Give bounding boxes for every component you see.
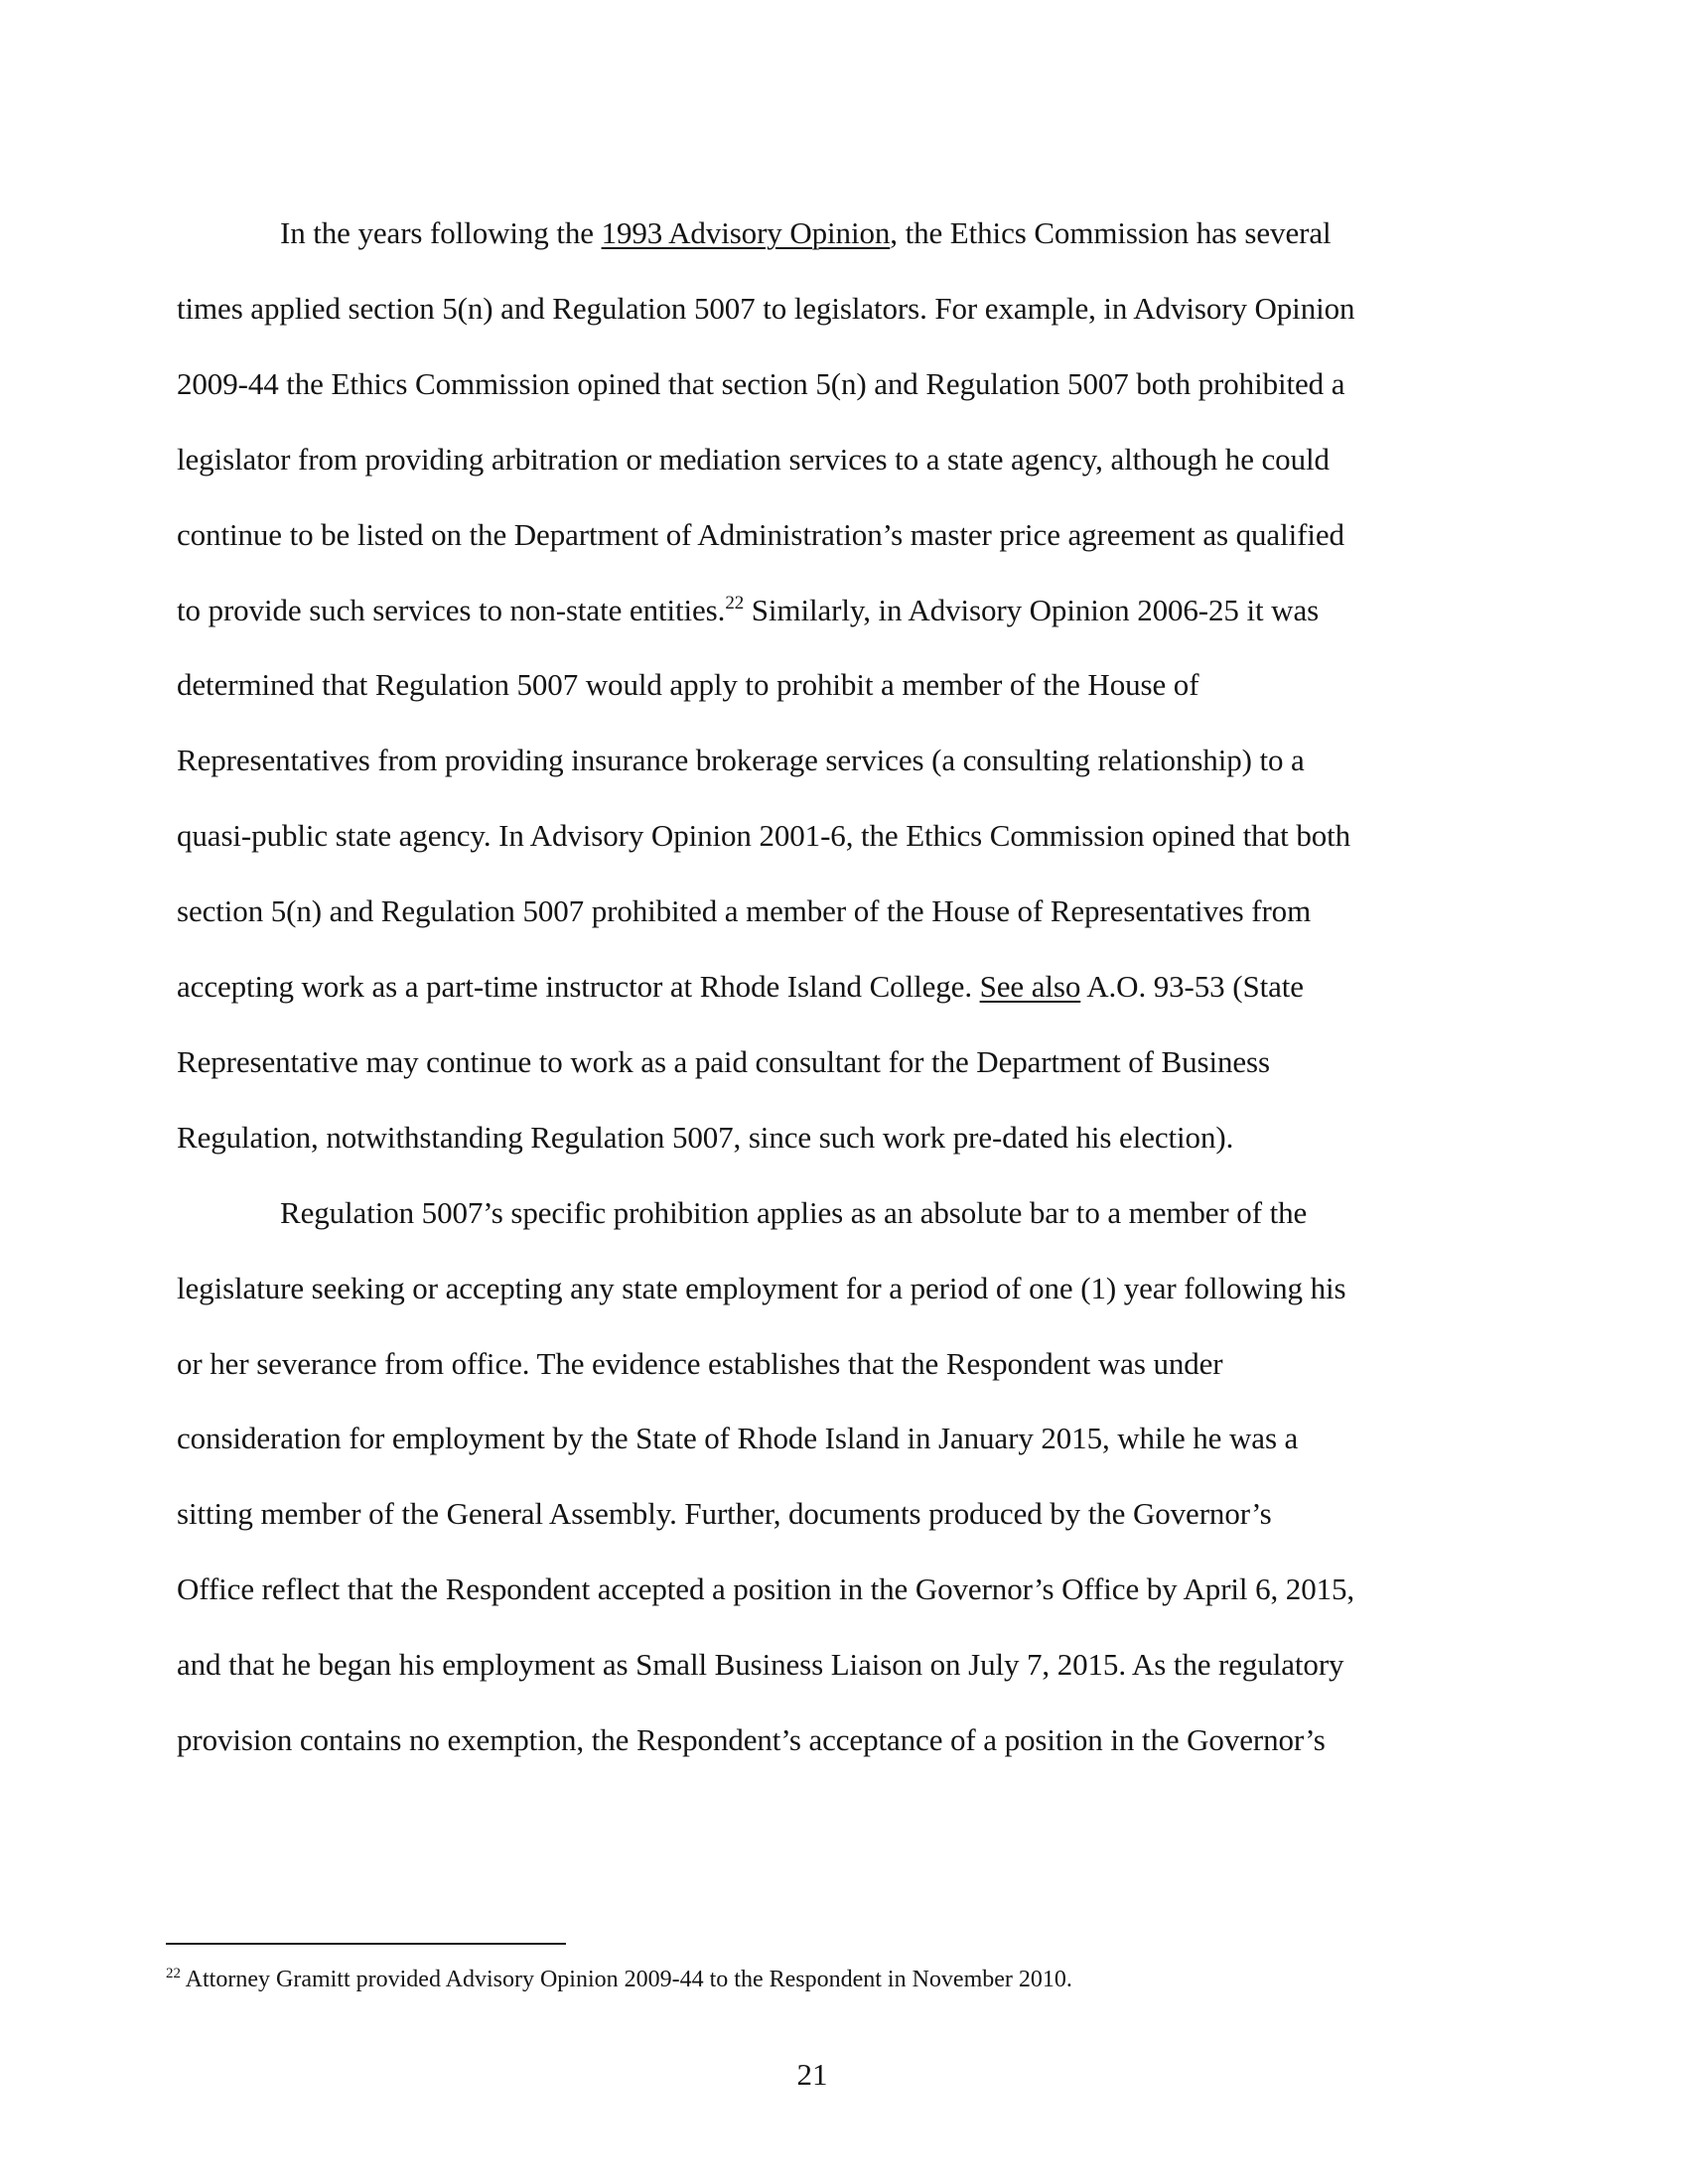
underlined-citation: See also <box>979 969 1081 1004</box>
text-run: In the years following the <box>280 215 602 250</box>
text-line <box>177 1043 1270 1079</box>
text-run: Regulation 5007’s specific prohibition applies as an absolute bar to a member of the <box>280 1194 1308 1230</box>
text-line <box>177 516 1344 552</box>
text-run: Representatives from providing insurance brokerage services (a consulting relationship) to a <box>177 743 1305 778</box>
text-run: section 5(n) and Regulation 5007 prohibited a member of the House of Representatives from <box>177 893 1312 929</box>
footnote-separator <box>166 1943 566 1945</box>
text-line <box>177 1571 1355 1607</box>
text-line <box>177 743 1305 778</box>
footnote-22 <box>166 1968 1072 1994</box>
text-run: , the Ethics Commission has several <box>890 215 1332 250</box>
text-run: sitting member of the General Assembly. Further, documents produced by the Governor’s <box>177 1496 1272 1532</box>
footnote-text: Attorney Gramitt provided Advisory Opinion 2009-44 to the Respondent in November 2010. <box>181 1967 1072 1992</box>
text-run: determined that Regulation 5007 would apply to prohibit a member of the House of <box>177 667 1199 703</box>
text-line <box>177 1647 1344 1683</box>
text-line <box>177 971 1304 1002</box>
text-line <box>177 667 1199 703</box>
text-run: continue to be listed on the Department of Administration’s master price agreement as qualified <box>177 516 1344 552</box>
text-run: accepting work as a part-time instructor at Rhode Island College. <box>177 969 980 1004</box>
text-line <box>177 592 1320 630</box>
text-line <box>177 1119 1234 1155</box>
text-line <box>177 1345 1223 1381</box>
text-run: consideration for employment by the State of Rhode Island in January 2015, while he was a <box>177 1421 1299 1456</box>
text-line <box>177 290 1355 326</box>
text-line <box>177 365 1345 401</box>
text-run: and that he began his employment as Small Business Liaison on July 7, 2015. As the regulatory <box>177 1647 1344 1683</box>
text-line <box>177 818 1351 854</box>
text-run: Regulation, notwithstanding Regulation 5007, since such work pre-dated his election). <box>177 1119 1234 1155</box>
text-line <box>177 1421 1299 1456</box>
text-run: times applied section 5(n) and Regulation 5007 to legislators. For example, in Advisory Opinion <box>177 290 1355 326</box>
text-run: provision contains no exemption, the Respondent’s acceptance of a position in the Governor’s <box>177 1722 1326 1757</box>
text-line <box>177 1270 1346 1305</box>
text-line <box>177 893 1312 929</box>
text-run: or her severance from office. The evidence establishes that the Respondent was under <box>177 1345 1223 1381</box>
text-run: Office reflect that the Respondent accepted a position in the Governor’s Office by April 6, 2015, <box>177 1571 1355 1607</box>
text-run: Representative may continue to work as a paid consultant for the Department of Business <box>177 1043 1270 1079</box>
text-line <box>177 441 1330 477</box>
text-run: 2009-44 the Ethics Commission opined that section 5(n) and Regulation 5007 both prohibited a <box>177 365 1345 401</box>
text-run: quasi-public state agency. In Advisory Opinion 2001-6, the Ethics Commission opined that both <box>177 818 1351 854</box>
footnote-number: 22 <box>166 1966 181 1981</box>
text-run: Similarly, in Advisory Opinion 2006-25 it was <box>744 592 1320 627</box>
text-run: A.O. 93-53 (State <box>1080 969 1304 1004</box>
text-line <box>280 217 1332 248</box>
text-line <box>177 1496 1272 1532</box>
text-line <box>280 1194 1308 1230</box>
text-run: legislature seeking or accepting any state employment for a period of one (1) year following his <box>177 1270 1346 1305</box>
footnote-reference[interactable]: 22 <box>725 592 745 614</box>
underlined-citation: 1993 Advisory Opinion <box>601 215 891 250</box>
text-line <box>177 1724 1326 1755</box>
page-number: 21 <box>796 2057 828 2092</box>
text-run: legislator from providing arbitration or mediation services to a state agency, although he could <box>177 441 1330 477</box>
text-run: to provide such services to non-state entities. <box>177 592 726 627</box>
